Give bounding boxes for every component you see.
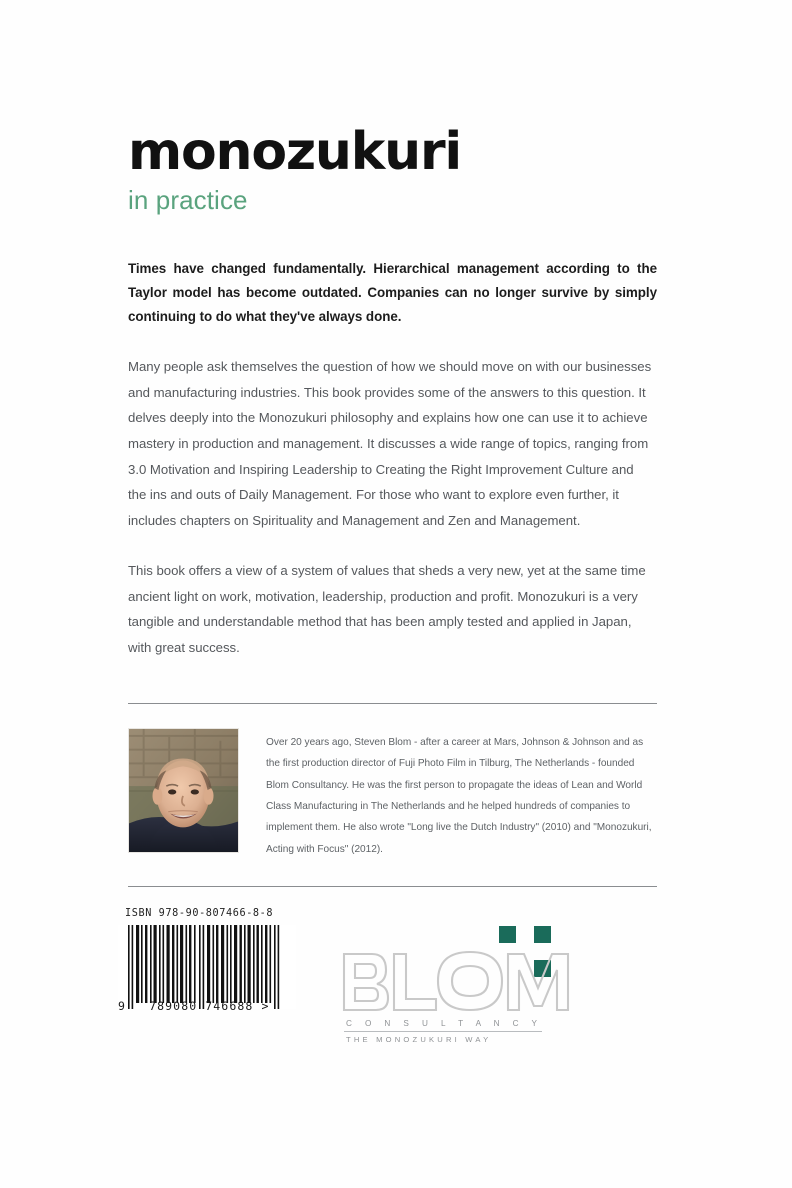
logo-green-squares [499, 926, 551, 977]
logo-consultancy-text: C O N S U L T A N C Y [346, 1019, 543, 1028]
isbn-barcode-block [118, 908, 308, 1013]
barcode-digit-main: 789080 746688 [149, 999, 254, 1013]
cover-footer [0, 900, 792, 1060]
logo-subtitle-label [336, 1043, 337, 1044]
isbn-label: ISBN 978-90-807466-8-8 [125, 908, 274, 919]
barcode-bars [118, 925, 296, 1009]
lead-paragraph: Times have changed fundamentally. Hierarchical management according to the Taylor model has become outdated. Companies can no longer survive by simply continuing to do what they've always done. [128, 260, 657, 325]
divider-top [128, 703, 657, 704]
author-block [128, 728, 657, 860]
title-block [128, 0, 658, 215]
author-bio-text: Over 20 years ago, Steven Blom - after a career at Mars, Johnson & Johnson and as the first production director of Fuji Photo Film in Tilburg, The Netherlands - founded Blom Consultancy. He was the first person to propagate the ideas of Lean and World Class Manufacturing in The Netherlands and he helped hundreds of companies to implement them. He also wrote "Long live the Dutch Industry" (2010) and "Monozukuri, Acting with Focus" (2012). [266, 736, 652, 855]
page-title: monozukuri [128, 122, 462, 182]
author-portrait-photo [128, 728, 239, 853]
divider-bottom [128, 886, 657, 887]
body-paragraph-1: Many people ask themselves the question of how we should move on with our businesses and manufacturing industries. This book provides some of the answers to this question. It delves deeply into the Monozukuri philosophy and explains how one can use it to achieve mastery in production and management. It discusses a wide range of topics, ranging from 3.0 Motivation and Inspiring Leadership to Creating the Right Improvement Culture and the ins and outs of Daily Management. For those who want to explore even further, it includes chapters on Spirituality and Management and Zen and Management. [128, 358, 652, 529]
book-subtitle: in practice [128, 185, 248, 215]
logo-tagline-text: THE MONOZUKURI WAY [346, 1035, 492, 1043]
barcode-digit-suffix: > [261, 999, 270, 1013]
logo-wordmark-label [336, 1043, 337, 1044]
blom-consultancy-logo [336, 918, 576, 1043]
logo-tagline-label [336, 1043, 337, 1044]
body-paragraph-2: This book offers a view of a system of values that sheds a very new, yet at the same time ancient light on work, motivation, leadership, production and profit. Monozukuri is a very tangible and understandable method that has been amply tested and applied in Japan, with great success. [128, 562, 646, 656]
cover-content [128, 0, 658, 887]
barcode-digit-left: 9 [118, 999, 127, 1013]
